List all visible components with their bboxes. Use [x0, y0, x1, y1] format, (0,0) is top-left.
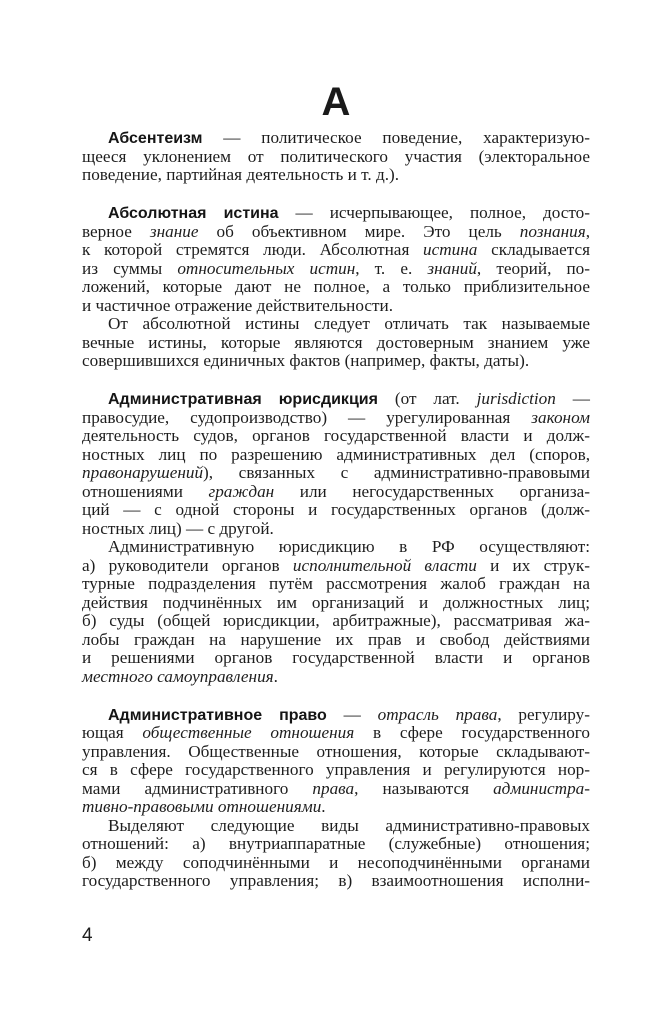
body-text: — исчерпывающее, полное, досто-: [278, 203, 590, 222]
body-text: об объективном мире. Это цель: [198, 221, 520, 241]
text-line: [82, 148, 590, 167]
body-text: б) между соподчинёнными и несоподчинёнными органами: [82, 852, 590, 872]
dictionary-entry: [82, 129, 590, 185]
cross-reference-term: общественные отношения: [142, 723, 355, 742]
body-text: и решениями органов государственной власти и органов: [82, 648, 590, 667]
text-line: [82, 817, 590, 836]
body-text: турные подразделения путём рассмотрения жалоб граждан на: [82, 574, 590, 593]
cross-reference-term: правонарушений: [82, 463, 204, 482]
cross-reference-term: знаний: [427, 258, 477, 278]
body-text: мами административного: [82, 778, 313, 798]
entry-definition-paragraph: [82, 706, 590, 817]
text-line: [82, 315, 590, 334]
text-line: [82, 166, 590, 185]
cross-reference-term: познания: [519, 221, 586, 241]
body-text: и их струк-: [476, 555, 590, 575]
body-text: управления. Общественные отношения, которые складывают-: [82, 741, 590, 761]
text-line: [82, 241, 590, 260]
body-text: из суммы: [82, 258, 178, 278]
text-line: [82, 743, 590, 762]
body-text: Выделяют следующие виды административно-правовых: [108, 815, 590, 835]
text-line: [82, 204, 590, 223]
text-line: [82, 668, 590, 687]
body-text: вечные истины, которые являются достоверным знанием уже: [82, 332, 590, 352]
entry-definition-paragraph: [82, 129, 590, 185]
body-text: , т. е.: [355, 258, 428, 278]
body-text: , теорий, по-: [476, 258, 590, 278]
body-text: ностных лиц по разрешению административных дел (споров,: [82, 444, 590, 464]
text-line: [82, 854, 590, 873]
entry-definition-paragraph: [82, 390, 590, 538]
body-text: совершившихся единичных фактов (например, факты, даты).: [82, 351, 530, 370]
body-text: и частичное отражение действительности.: [82, 295, 394, 315]
body-text: , называются: [354, 778, 494, 798]
entry-term: Абсолютная истина: [108, 205, 279, 222]
text-line: [82, 409, 590, 428]
body-text: а) руководители органов: [82, 555, 293, 575]
body-text: в сфере государственного: [354, 723, 590, 742]
text-line: [82, 390, 590, 409]
text-line: [82, 464, 590, 483]
text-line: [82, 835, 590, 854]
text-line: [82, 575, 590, 594]
body-text: —: [326, 704, 378, 724]
body-text: лобы граждан на нарушение их прав и свобод действиями: [82, 629, 590, 649]
text-line: [82, 798, 590, 817]
entry-definition-paragraph: [82, 204, 590, 315]
text-line: [82, 129, 590, 148]
text-line: [82, 761, 590, 780]
text-line: [82, 706, 590, 725]
body-text: б) суды (общей юрисдикции, арбитражные), рассматривая жа-: [82, 611, 590, 630]
body-text: верное: [82, 221, 150, 241]
body-text: , регулиру-: [497, 704, 590, 724]
text-line: [82, 724, 590, 743]
body-text: —: [555, 389, 590, 408]
text-line: [82, 520, 590, 539]
body-text: .: [273, 666, 278, 686]
body-text: складывается: [477, 240, 590, 259]
text-line: [82, 612, 590, 631]
text-line: [82, 538, 590, 557]
entry-paragraph: [82, 315, 590, 371]
cross-reference-term: администра-: [493, 778, 590, 798]
entry-term: Административное право: [108, 706, 327, 724]
text-line: [82, 501, 590, 520]
body-text: — политическое поведение, характеризую-: [202, 128, 590, 147]
body-text: ющая: [82, 723, 143, 742]
cross-reference-term: исполнительной власти: [292, 555, 477, 575]
body-text: (от лат.: [377, 389, 477, 408]
text-line: [82, 334, 590, 353]
text-line: [82, 352, 590, 371]
body-text: поведение, партийная деятельность и т. д.).: [82, 165, 400, 184]
text-line: [82, 649, 590, 668]
body-text: От абсолютной истины следует отличать так называемые: [108, 314, 590, 333]
body-text: Административную юрисдикцию в РФ осуществляют:: [108, 537, 590, 556]
text-line: [82, 278, 590, 297]
text-line: [82, 780, 590, 799]
dictionary-entry: [82, 204, 590, 371]
body-text: ностных лиц) — с другой.: [82, 518, 274, 538]
cross-reference-term: граждан: [208, 481, 275, 501]
entry-paragraph: [82, 538, 590, 686]
body-text: государственного управления; в) взаимоотношения исполни-: [82, 871, 590, 890]
text-line: [82, 446, 590, 465]
body-text: деятельность судов, органов государственной власти и долж-: [82, 426, 590, 445]
cross-reference-term: истина: [423, 240, 478, 259]
cross-reference-term: отрасль права: [377, 704, 498, 724]
entry-term: Абсентеизм: [108, 130, 203, 147]
dictionary-entry: [82, 390, 590, 686]
body-text: ций — с одной стороны и государственных органов (долж-: [82, 500, 590, 519]
body-text: или негосударственных организа-: [274, 481, 590, 501]
body-text: отношений: а) внутриаппаратные (служебные) отношения;: [82, 834, 590, 853]
body-text: щееся уклонением от политического участия (электоральное: [82, 146, 590, 166]
body-text: действия подчинённых им организаций и должностных лиц;: [82, 592, 590, 612]
body-text: правосудие, судопроизводство) — урегулированная: [82, 407, 532, 427]
cross-reference-term: законом: [531, 407, 590, 427]
text-line: [82, 557, 590, 576]
section-letter-heading: А: [321, 80, 351, 124]
body-text: ), связанных с административно-правовыми: [203, 463, 590, 482]
text-line: [82, 631, 590, 650]
text-line: [82, 297, 590, 316]
cross-reference-term: jurisdiction: [476, 389, 556, 408]
cross-reference-term: знание: [149, 221, 199, 241]
body-text: ся в сфере государственного управления и регулируются нор-: [82, 760, 590, 779]
text-line: [82, 594, 590, 613]
cross-reference-term: местного самоуправления: [82, 666, 274, 686]
dictionary-content: [82, 129, 590, 910]
text-line: [82, 260, 590, 279]
cross-reference-term: права: [312, 778, 355, 798]
entry-term: Административная юрисдикция: [108, 391, 378, 408]
body-text: ,: [585, 221, 590, 241]
body-text: отношениями: [82, 481, 209, 501]
text-line: [82, 872, 590, 891]
text-line: [82, 483, 590, 502]
entry-paragraph: [82, 817, 590, 891]
cross-reference-term: тивно-правовыми отношениями: [82, 797, 322, 816]
dictionary-entry: [82, 706, 590, 891]
text-line: [82, 427, 590, 446]
body-text: к которой стремятся люди. Абсолютная: [82, 240, 424, 259]
body-text: .: [321, 797, 326, 816]
cross-reference-term: относительных истин: [177, 258, 356, 278]
body-text: ложений, которые дают не полное, а только приблизительное: [82, 277, 590, 296]
text-line: [82, 223, 590, 242]
page-number: 4: [82, 925, 93, 946]
